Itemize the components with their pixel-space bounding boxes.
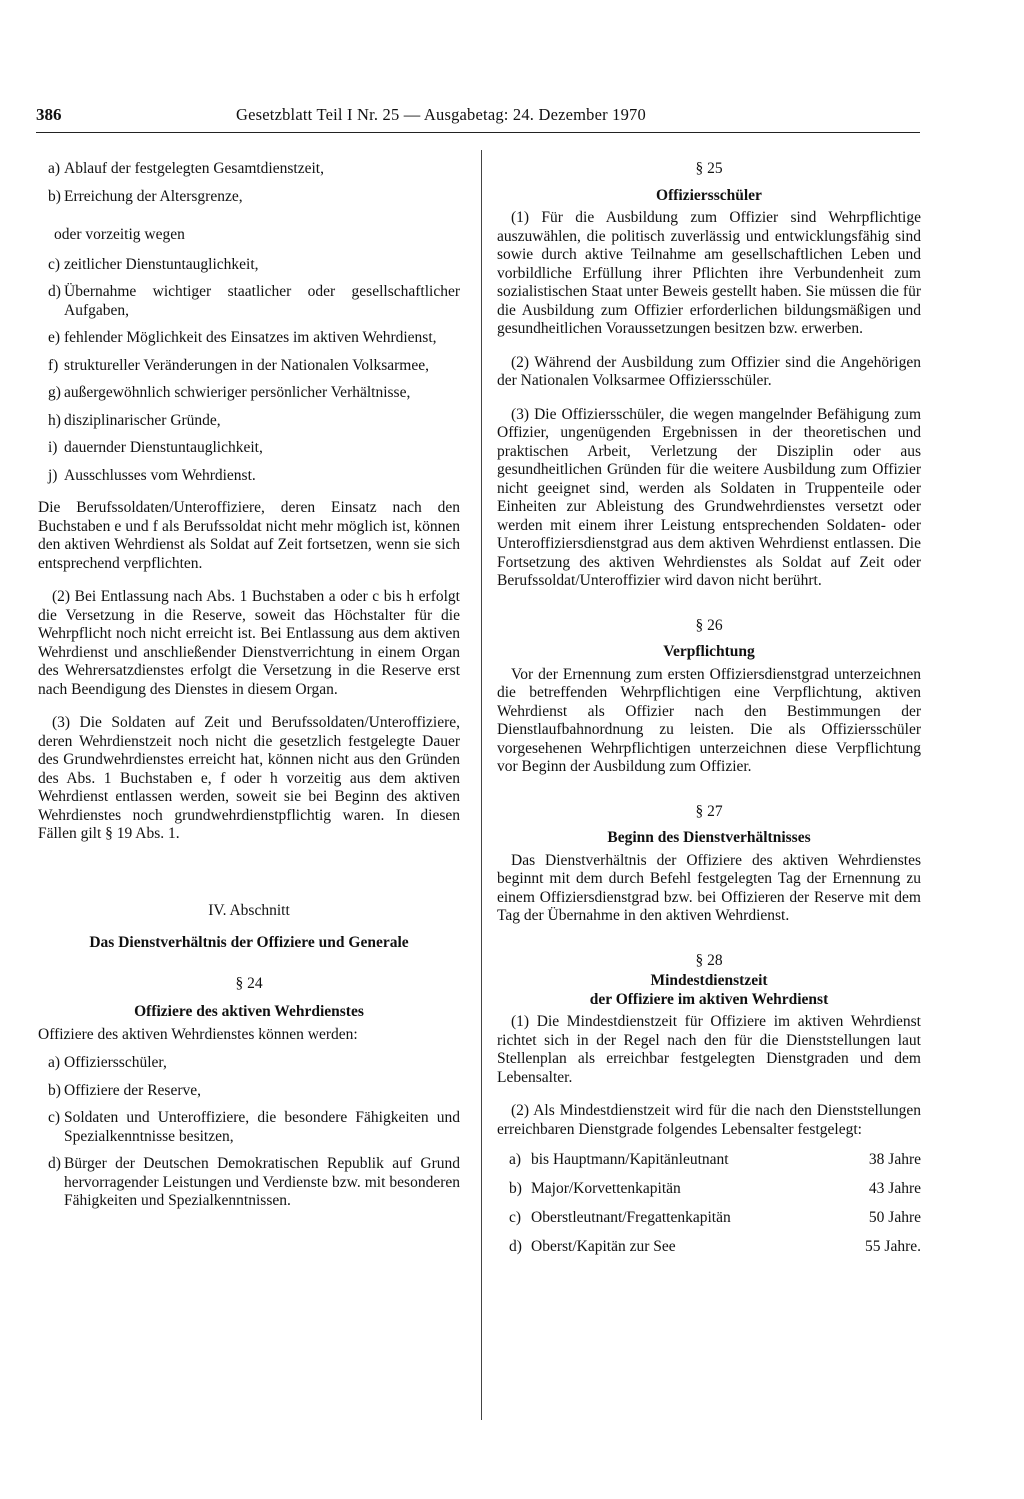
left-column bbox=[38, 160, 460, 1220]
item-label: j) bbox=[48, 466, 58, 484]
section-27-paragraph-1: Das Dienstverhältnis der Offiziere des aktiven Wehrdienstes beginnt mit dem durch Befehl festgelegten Tag der Ernennung zu einem Offiziersdienstgrad bzw. bei Offizieren der Reserve mit dem Tag der Übernahme in den aktiven Wehrdienst. bbox=[497, 851, 921, 924]
rank-text: bis Hauptmann/Kapitänleutnant bbox=[531, 1151, 729, 1168]
item-text: fehlender Möglichkeit des Einsatzes im aktiven Wehrdienst, bbox=[64, 329, 437, 346]
section-26-paragraph-1: Vor der Ernennung zum ersten Offiziersdienstgrad unterzeichnen die betreffenden Wehrpflichtigen eine Verpflichtung, aktiven Wehrdienst als Offizier nach den Bestimmungen der Dienstlaufbahnordnung zu leisten. Die als Offiziersschüler vorgesehenen Wehrpflichtigen unterzeichnen diese Verpflichtung vor Beginn der Ausbildung zum Offizier. bbox=[497, 665, 921, 775]
section-24-intro: Offiziere des aktiven Wehrdienstes können werden: bbox=[38, 1025, 358, 1043]
item-label: b) bbox=[48, 187, 61, 205]
item-text: Soldaten und Unteroffiziere, die besondere Fähigkeiten und Spezialkenntnisse besitzen, bbox=[64, 1109, 460, 1145]
list-item bbox=[48, 384, 460, 403]
age-table-row bbox=[509, 1180, 921, 1199]
item-label: g) bbox=[48, 384, 61, 401]
age-table-row bbox=[509, 1209, 921, 1228]
item-label: d) bbox=[509, 1238, 522, 1255]
age-value: 38 Jahre bbox=[868, 1151, 921, 1168]
section-28-number: § 28 bbox=[695, 951, 723, 969]
age-value: 55 Jahre. bbox=[865, 1238, 921, 1255]
section-24-number: § 24 bbox=[235, 974, 263, 992]
rank-text: Major/Korvettenkapitän bbox=[531, 1180, 681, 1197]
item-label: a) bbox=[48, 160, 61, 177]
section-28-title-line2: der Offiziere im aktiven Wehrdienst bbox=[589, 990, 829, 1008]
section-28-paragraph-1: (1) Die Mindestdienstzeit für Offiziere im aktiven Wehrdienst richtet sich in der Regel nach den für die Dienststellungen laut Stellenplan als erreichbar festgelegten Dienstgraden und dem Lebensalter. bbox=[497, 1013, 921, 1086]
section-24-title: Offiziere des aktiven Wehrdienstes bbox=[134, 1003, 364, 1020]
section-25-paragraph-2: (2) Während der Ausbildung zum Offizier sind die Angehörigen der Nationalen Volksarmee Offiziersschüler. bbox=[497, 353, 921, 389]
item-label: h) bbox=[48, 411, 61, 429]
item-label: a) bbox=[48, 1054, 61, 1071]
item-text: struktureller Veränderungen in der Nationalen Volksarmee, bbox=[64, 356, 429, 374]
item-label: f) bbox=[48, 356, 59, 374]
item-label: d) bbox=[48, 1155, 61, 1172]
item-text: Ausschlusses vom Wehrdienst. bbox=[64, 466, 256, 484]
page-number: 386 bbox=[36, 105, 62, 124]
section-26-title: Verpflichtung bbox=[663, 643, 755, 660]
section-28-paragraph-2: (2) Als Mindestdienstzeit wird für die nach den Dienststellungen erreichbaren Dienstgrade folgendes Lebensalter festgelegt: bbox=[497, 1102, 921, 1138]
item-text: Erreichung der Altersgrenze, bbox=[64, 187, 243, 205]
section-27-number: § 27 bbox=[695, 802, 723, 820]
item-text: Übernahme wichtiger staatlicher oder gesellschaftlicher Aufgaben, bbox=[64, 283, 460, 319]
item-text: Bürger der Deutschen Demokratischen Republik auf Grund hervorragender Leistungen und Verdienste bzw. mit besonderen Fähigkeiten und Spezialkenntnissen. bbox=[64, 1155, 460, 1209]
item-text: Offiziersschüler, bbox=[64, 1054, 167, 1071]
rank-text: Oberstleutnant/Fregattenkapitän bbox=[531, 1209, 731, 1226]
item-text: disziplinarischer Gründe, bbox=[64, 411, 221, 429]
section-25-title: Offiziersschüler bbox=[656, 186, 762, 204]
list-item bbox=[48, 412, 460, 431]
list-item bbox=[48, 283, 460, 320]
item-label: c) bbox=[48, 1109, 61, 1126]
item-text: Offiziere der Reserve, bbox=[64, 1081, 201, 1099]
list-item bbox=[48, 467, 460, 486]
item-text: dauernder Dienstuntauglichkeit, bbox=[64, 439, 263, 456]
list-item bbox=[48, 357, 460, 376]
section-28-title-line1: Mindestdienstzeit bbox=[650, 972, 768, 989]
age-table-row bbox=[509, 1151, 921, 1170]
section-25-number: § 25 bbox=[695, 160, 723, 177]
page-header bbox=[36, 106, 920, 133]
item-label: b) bbox=[48, 1081, 61, 1099]
running-head: Gesetzblatt Teil I Nr. 25 — Ausgabetag: 24. Dezember 1970 bbox=[236, 105, 646, 124]
paragraph-berufssoldaten: Die Berufssoldaten/Unteroffiziere, deren Einsatz nach den Buchstaben e und f als Berufssoldat nicht mehr möglich ist, können den aktiven Wehrdienst als Soldat auf Zeit fortsetzen, wenn sie sich entsprechend verpflichten. bbox=[38, 499, 460, 572]
chapter-title: Das Dienstverhältnis der Offiziere und Generale bbox=[89, 934, 409, 951]
section-25-paragraph-1: (1) Für die Ausbildung zum Offizier sind Wehrpflichtige auszuwählen, die politisch zuverlässig und entwicklungsfähig sind sowie durch aktive Teilnahme am gesellschaftlichen Leben und vorbildliche Erfüllung ihrer Pflichten ihre Verbundenheit zum sozialistischen Staat unter Beweis gestellt haben. Sie müssen die für die Ausbildung zum Offizier erforderlichen bildungsmäßigen und gesundheitlichen Voraussetzungen besitzen bzw. erwerben. bbox=[497, 209, 921, 337]
item-label: d) bbox=[48, 283, 61, 300]
item-label: i) bbox=[48, 439, 58, 456]
rank-text: Oberst/Kapitän zur See bbox=[531, 1238, 676, 1255]
item-text: außergewöhnlich schwieriger persönlicher Verhältnisse, bbox=[64, 384, 411, 401]
section-27-title: Beginn des Dienstverhältnisses bbox=[607, 829, 811, 846]
list-item bbox=[48, 1082, 460, 1101]
list-item bbox=[48, 1054, 460, 1073]
or-early-text: oder vorzeitig wegen bbox=[54, 226, 185, 243]
item-label: c) bbox=[509, 1209, 522, 1226]
item-label: e) bbox=[48, 329, 61, 346]
list-item bbox=[48, 256, 460, 275]
chapter-number: IV. Abschnitt bbox=[208, 901, 290, 919]
list-item bbox=[48, 439, 460, 458]
right-column bbox=[497, 160, 921, 1267]
list-item bbox=[48, 188, 460, 207]
section-25-paragraph-3: (3) Die Offiziersschüler, die wegen mangelnder Befähigung zum Offizier, ungenügenden Ergebnissen in der theoretischen und praktischen Arbeit, Verletzung der Disziplin oder aus gesundheitlichen Gründen für die weitere Ausbildung zum Offizier nicht geeignet sind, werden als Soldaten in Truppenteile oder Einheiten zur Ableistung des Grundwehrdienstes versetzt oder werden mit einem ihrer Leistung entsprechenden Soldaten- oder Unteroffiziersdienstgrad aus dem aktiven Wehrdienst entlassen. Die Fortsetzung des aktiven Wehrdienstes als Soldat auf Zeit oder Berufssoldat/Unteroffizier wird davon nicht berührt. bbox=[497, 405, 921, 589]
item-text: zeitlicher Dienstuntauglichkeit, bbox=[64, 255, 259, 273]
section-26-number: § 26 bbox=[695, 616, 723, 634]
list-item bbox=[48, 329, 460, 348]
paragraph-3: (3) Die Soldaten auf Zeit und Berufssoldaten/Unteroffiziere, deren Wehrdienstzeit noch nicht die gesetzlich festgelegte Dauer des Grundwehrdienstes erreicht hat, können nicht aus den Gründen des Abs. 1 Buchstaben e, f oder h vorzeitig aus dem aktiven Wehrdienst entlassen werden, soweit sie bei Beginn des aktiven Wehrdienstes noch grundwehrdienstpflichtig waren. In diesen Fällen gilt § 19 Abs. 1. bbox=[38, 714, 460, 842]
paragraph-2: (2) Bei Entlassung nach Abs. 1 Buchstaben a oder c bis h erfolgt die Versetzung in die Reserve, soweit das Höchstalter für die Wehrpflicht noch nicht erreicht ist. Bei Entlassung aus dem aktiven Wehrdienst und anschließender Dienstverrichtung in einem Organ des Wehrersatzdienstes erfolgt die Versetzung in die Reserve erst nach Beendigung des Dienstes in diesem Organ. bbox=[38, 588, 460, 698]
item-label: b) bbox=[509, 1180, 522, 1197]
item-label: a) bbox=[509, 1151, 522, 1168]
item-text: Ablauf der festgelegten Gesamtdienstzeit, bbox=[64, 160, 324, 177]
age-value: 50 Jahre bbox=[868, 1209, 921, 1226]
list-item bbox=[48, 160, 460, 179]
list-item bbox=[48, 1109, 460, 1146]
item-label: c) bbox=[48, 255, 61, 273]
list-item bbox=[48, 1155, 460, 1211]
age-value: 43 Jahre bbox=[868, 1180, 921, 1197]
column-divider bbox=[481, 150, 482, 1420]
age-table-row bbox=[509, 1238, 921, 1257]
